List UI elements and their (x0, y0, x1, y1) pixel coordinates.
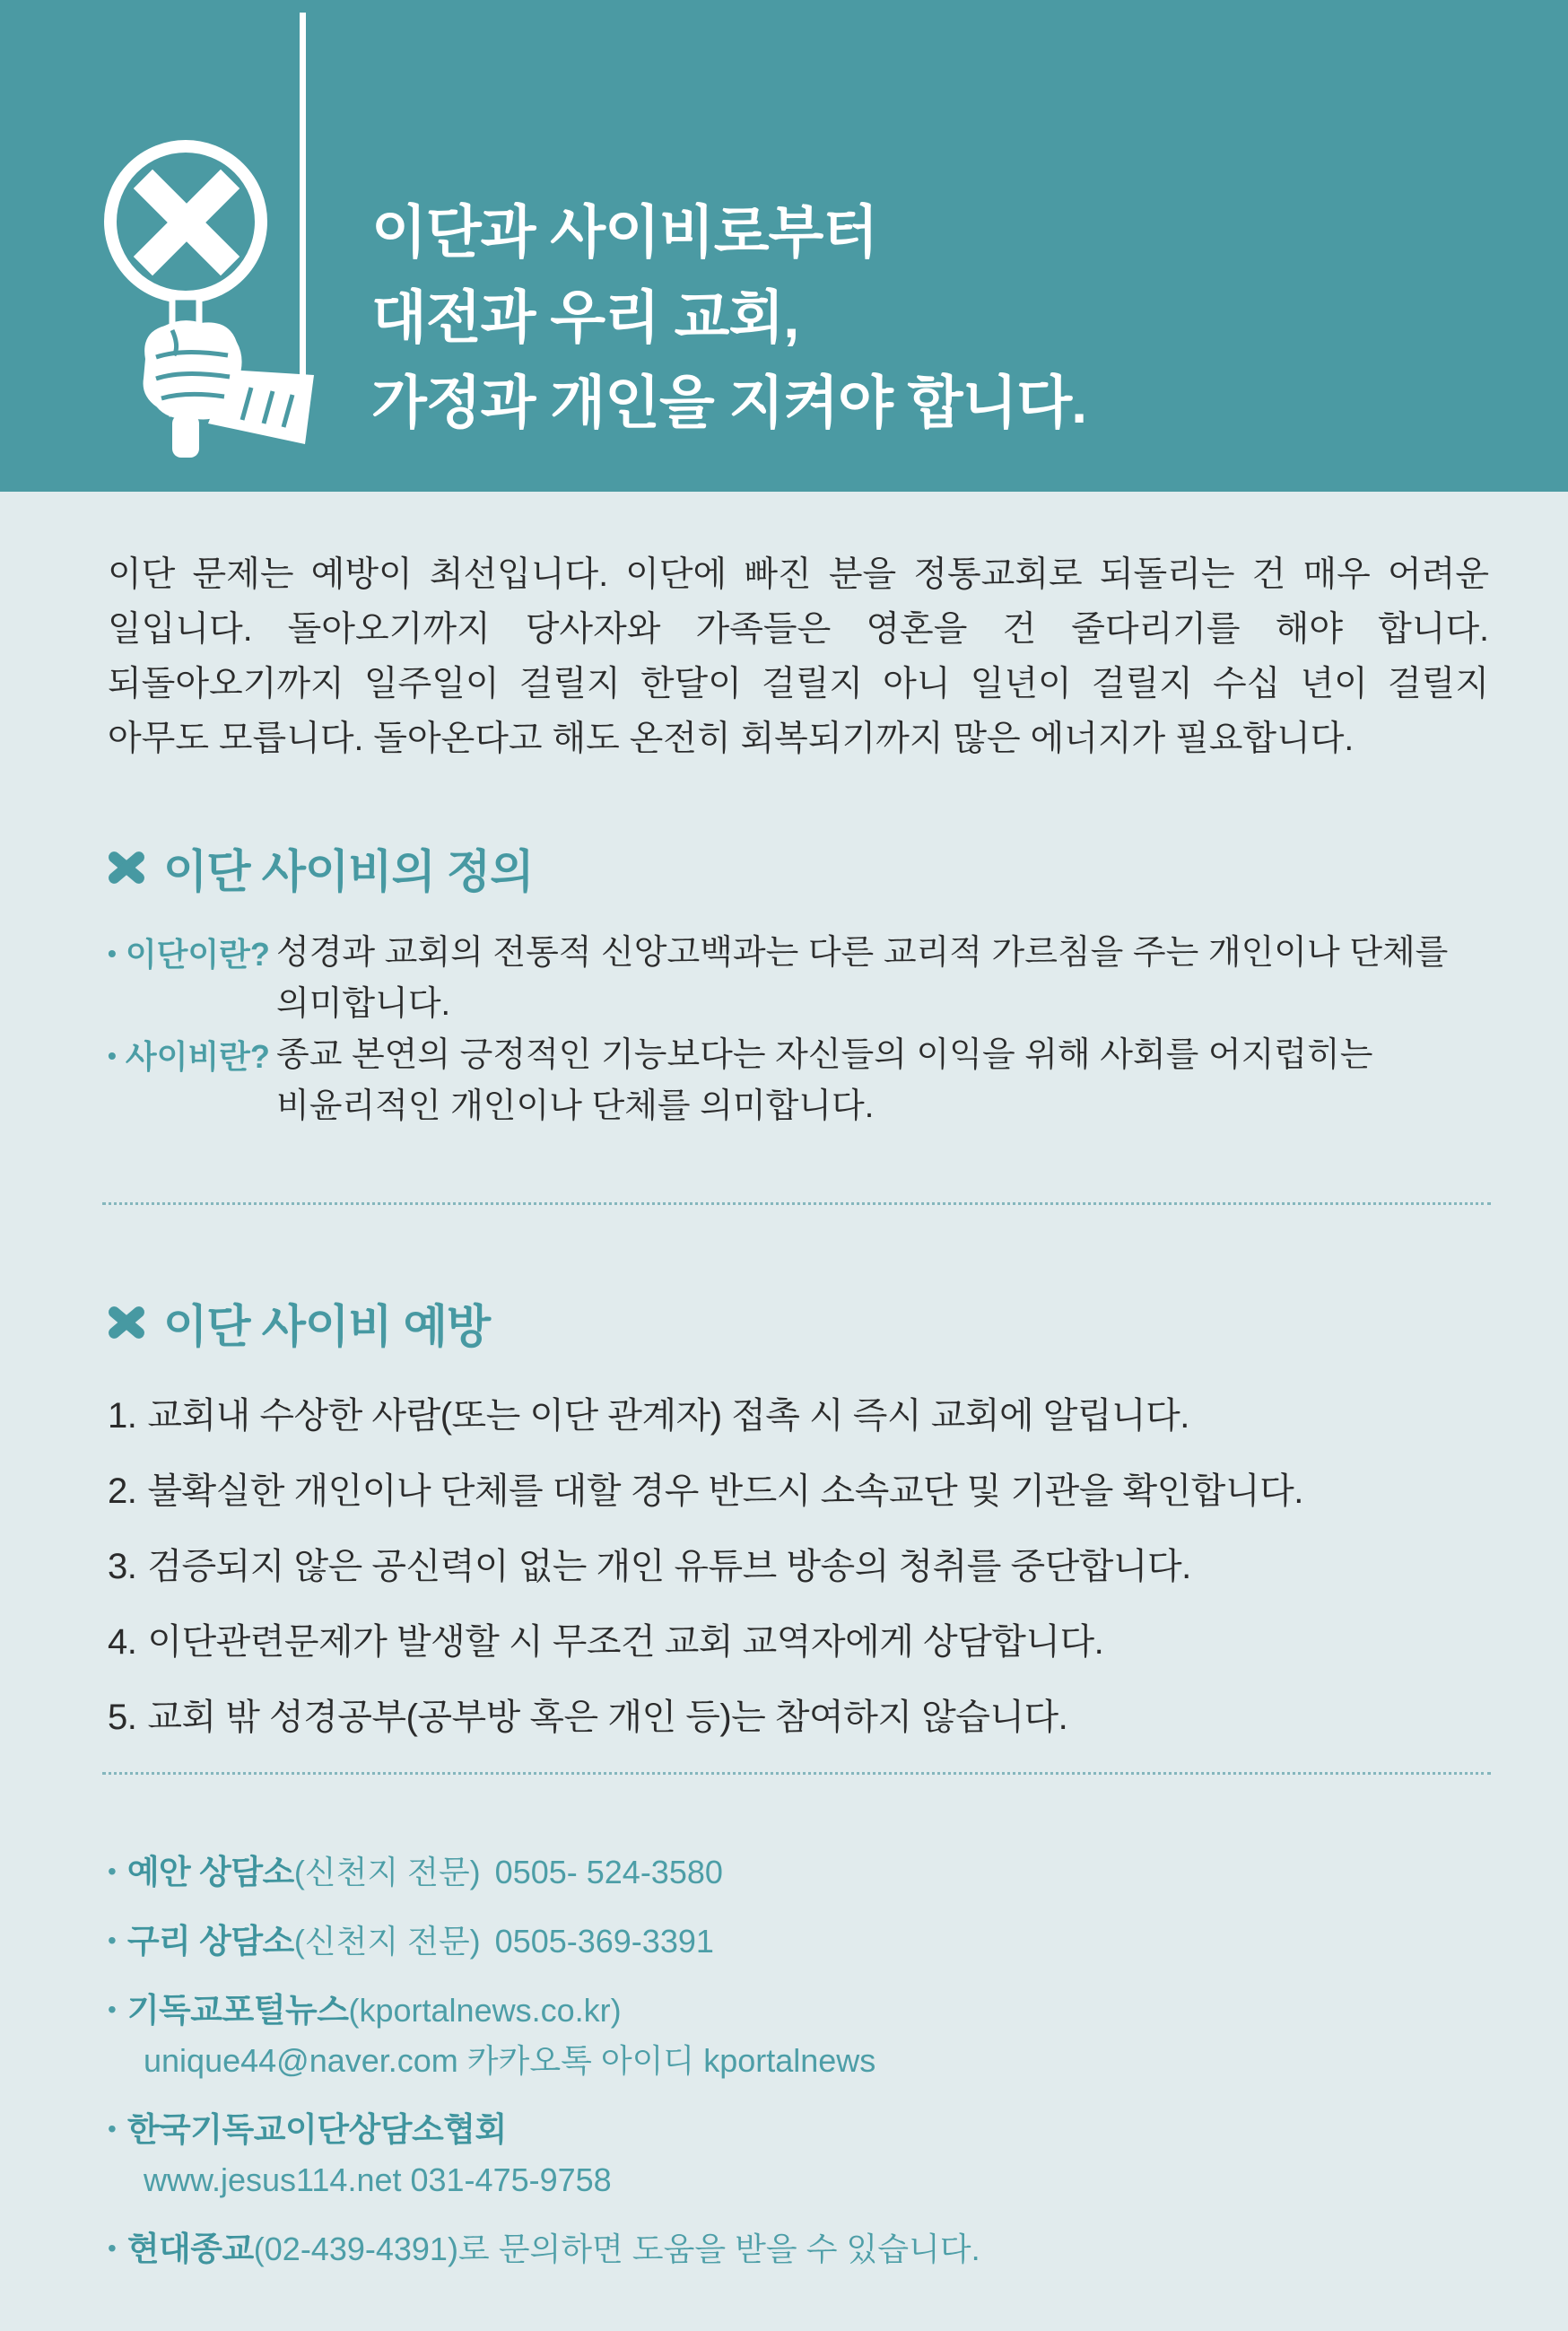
x-mark-icon (108, 849, 145, 886)
dotted-divider (102, 1772, 1491, 1775)
item-number: 4. (108, 1622, 137, 1662)
item-text: 이단관련문제가 발생할 시 무조건 교회 교역자에게 상담합니다. (147, 1622, 1104, 1662)
contact-label: 기독교포털뉴스 (126, 1992, 349, 2029)
header-banner (0, 0, 1568, 492)
contact-label: 구리 상담소 (126, 1923, 294, 1960)
contact-line2: www.jesus114.net 031-475-9758 (144, 2161, 612, 2198)
definition-item (108, 1030, 1489, 1132)
dotted-divider (102, 1202, 1491, 1205)
item-number: 2. (108, 1471, 137, 1511)
contact-note: (kportalnews.co.kr) (348, 1992, 622, 2029)
item-text: 불확실한 개인이나 단체를 대할 경우 반드시 소속교단 및 기관을 확인합니다. (147, 1471, 1303, 1511)
definition-term: • 사이비란? (108, 1038, 270, 1075)
page-title-line3: 가정과 개인을 지켜야 합니다. (371, 371, 1087, 435)
contact-label: 한국기독교이단상담소협회 (126, 2111, 507, 2148)
bullet-icon: • (108, 2234, 117, 2262)
bullet-icon: • (108, 939, 117, 967)
section-heading-prevention (108, 1289, 1489, 1356)
definition-text: 성경과 교회의 전통적 신앙고백과는 다른 교리적 가르침을 주는 개인이나 단체를 의미합니다. (276, 934, 1449, 1023)
section-title: 이단 사이비의 정의 (163, 846, 534, 897)
contact-list (108, 1846, 1489, 2274)
contact-phone: 0505-369-3391 (494, 1923, 714, 1960)
list-item (108, 1621, 1489, 1663)
content-area (0, 547, 1568, 2274)
item-number: 1. (108, 1396, 137, 1436)
item-number: 5. (108, 1698, 137, 1737)
bullet-icon: • (108, 1857, 117, 1885)
definition-text: 종교 본연의 긍정적인 기능보다는 자신들의 이익을 위해 사회를 어지럽히는 비윤리적인 개인이나 단체를 의미합니다. (276, 1036, 1373, 1125)
contact-item-counsel-assoc (108, 2104, 1489, 2205)
bullet-icon: • (108, 1042, 117, 1069)
definition-list (108, 928, 1489, 1132)
list-item (108, 1697, 1489, 1738)
item-number: 3. (108, 1547, 137, 1586)
contact-phone: 0505- 524-3580 (494, 1854, 723, 1890)
prevention-list (108, 1395, 1489, 1738)
x-mark-icon (108, 1304, 145, 1341)
contact-item-guri (108, 1916, 1489, 1967)
page-title (371, 190, 1086, 446)
bullet-icon: • (108, 1926, 117, 1954)
contact-label: 예안 상담소 (126, 1854, 294, 1890)
page-title-line2: 대전과 우리 교회, (371, 285, 799, 350)
bullet-icon: • (108, 1995, 117, 2023)
contact-line1 (108, 1985, 1489, 2036)
x-sign-magnifier-icon (93, 135, 318, 480)
definition-term: • 이단이란? (108, 936, 270, 973)
item-text: 검증되지 않은 공신력이 없는 개인 유튜브 방송의 청취를 중단합니다. (147, 1547, 1191, 1586)
contact-item-kportalnews (108, 1985, 1489, 2086)
contact-item-yean (108, 1846, 1489, 1898)
contact-line1 (108, 2104, 1489, 2155)
section-heading-definition (108, 834, 1489, 901)
section-title: 이단 사이비 예방 (163, 1301, 491, 1352)
contact-label: 현대종교 (126, 2231, 254, 2267)
contact-note: (신천지 전문) (293, 1854, 481, 1890)
bullet-icon: • (108, 2115, 117, 2143)
list-item (108, 1546, 1489, 1587)
page-title-line1: 이단과 사이비로부터 (371, 200, 878, 265)
contact-line2: unique44@naver.com 카카오톡 아이디 kportalnews (144, 2042, 876, 2079)
list-item (108, 1395, 1489, 1436)
contact-note: (02-439-4391)로 문의하면 도움을 받을 수 있습니다. (253, 2231, 980, 2267)
list-item (108, 1471, 1489, 1512)
item-text: 교회내 수상한 사람(또는 이단 관계자) 접촉 시 즉시 교회에 알립니다. (147, 1396, 1189, 1436)
definition-item (108, 928, 1489, 1030)
intro-paragraph: 이단 문제는 예방이 최선입니다. 이단에 빠진 분을 정통교회로 되돌리는 건 매우 어려운 일입니다. 돌아오기까지 당사자와 가족들은 영혼을 건 줄다리기를 해야 합니다. 되돌아오기까지 일주일이 걸릴지 한달이 걸릴지 아니 일년이 걸릴지 수십 년이 걸릴지 아무도 모릅니다. 돌아온다고 해도 온전히 회복되기까지 많은 에너지가 필요합니다. (108, 555, 1489, 758)
contact-note: (신천지 전문) (293, 1923, 481, 1960)
item-text: 교회 밖 성경공부(공부방 혹은 개인 등)는 참여하지 않습니다. (147, 1698, 1068, 1737)
contact-item-hyundaejonggyo (108, 2223, 1489, 2274)
